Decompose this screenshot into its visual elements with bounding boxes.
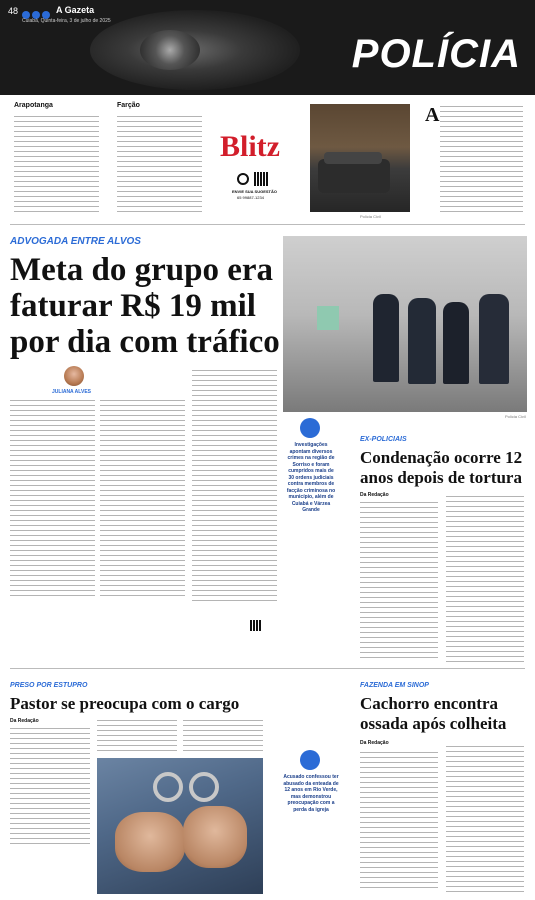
qr-code-icon [254,172,268,186]
story3-kicker: PRESO POR ESTUPRO [10,682,88,689]
qr-code-icon [250,620,261,631]
blitz-photo-credit: Polícia Civil [360,214,381,219]
main-kicker: ADVOGADA ENTRE ALVOS [10,236,141,247]
divider [10,668,525,669]
story4-body-col2 [446,746,524,892]
eye-iris [140,30,200,70]
main-caption: Investigações apontam diversos crimes na região de Sorriso e foram cumpridos mais de 30 ordens judiciais contra membros de facção criminosa no município, além de Cuiabá e Várzea Grande [286,442,336,513]
main-headline-1: Meta do grupo era [10,252,274,288]
police-car-photo [310,104,410,212]
main-photo-credit: Polícia Civil [505,414,526,419]
story3-body-col1 [10,728,90,846]
story2-body-col1 [360,502,438,662]
story3-body-col2 [97,720,177,754]
page-number: 48 [8,6,19,16]
author-avatar [64,366,84,386]
story3-headline: Pastor se preocupa com o cargo [10,694,240,713]
main-headline-3: por dia com tráfico [10,324,280,360]
author-name: JULIANA ALVES [52,389,91,395]
camera-icon [300,418,320,438]
story2-byline: Da Redação [360,492,389,498]
main-body-col3 [192,370,277,602]
story4-byline: Da Redação [360,740,389,746]
story2-headline-2: anos depois de tortura [360,468,522,487]
blitz-contact-label: ENVIE SUA SUGESTÃO [232,189,277,194]
brief-text [440,106,523,214]
handcuff-photo [97,758,263,894]
main-headline-2: faturar R$ 19 mil [10,288,256,324]
story4-body-col1 [360,752,438,892]
blitz-phone: 65 99887-1234 [237,195,264,200]
main-body-col1 [10,400,95,600]
section-title: POLÍCIA [351,32,521,76]
dateline: Cuiabá, Quinta-feira, 3 de julho de 2025 [22,18,111,24]
brief-text [117,116,202,216]
brief-text [14,116,99,216]
drop-cap: A [425,104,440,126]
raid-photo [283,236,527,412]
blitz-logo: Blitz [220,130,280,163]
whatsapp-icon [237,173,249,185]
divider [10,224,525,225]
camera-icon [300,750,320,770]
story4-kicker: FAZENDA EM SINOP [360,682,429,689]
section-header [0,0,535,95]
paper-name: A Gazeta [56,5,95,15]
main-body-col2 [100,400,185,600]
story3-caption: Acusado confessou ter abusado da enteada de 12 anos em Rio Verde, mas demonstrou preocupação com a perda da igreja [283,774,339,813]
story3-byline: Da Redação [10,718,39,724]
brief-title: Farção [117,102,140,109]
brief-title: Arapotanga [14,102,53,109]
story3-body-col3 [183,720,263,754]
story2-kicker: EX-POLICIAIS [360,436,407,443]
story2-headline-1: Condenação ocorre 12 [360,448,523,467]
story2-body-col2 [446,496,524,662]
story4-headline-1: Cachorro encontra [360,694,499,713]
story4-headline-2: ossada após colheita [360,714,507,733]
